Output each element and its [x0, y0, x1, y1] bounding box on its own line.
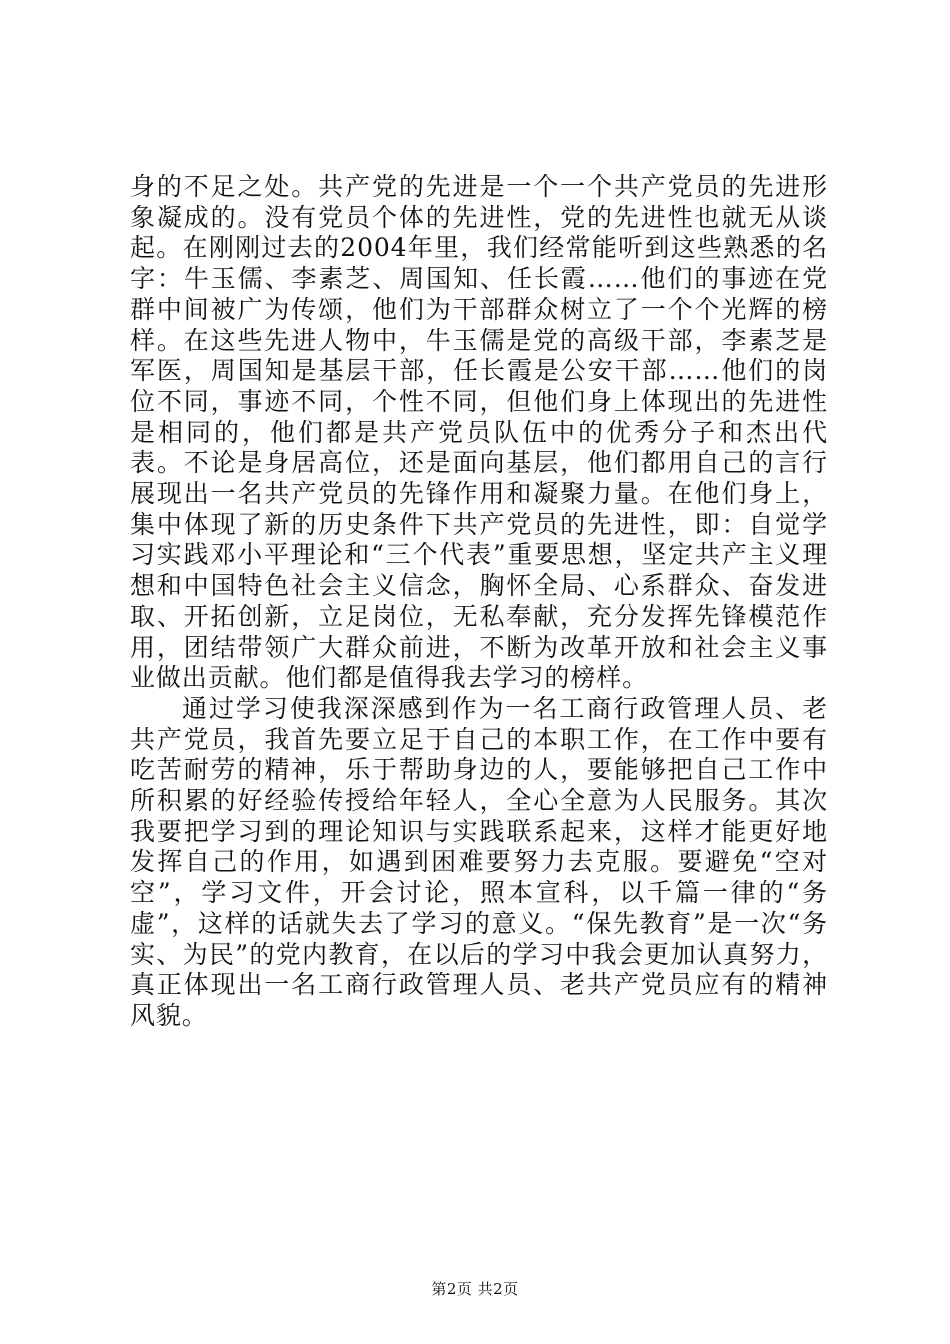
page-number-footer: 第2页 共2页 [431, 1280, 519, 1298]
paragraph-study-reflection: 通过学习使我深深感到作为一名工商行政管理人员、老共产党员，我首先要立足于自己的本职工作，在工作中要有吃苦耐劳的精神，乐于帮助身边的人，要能够把自己工作中所积累的好经验传授给年轻人，全心全意为人民服务。其次我要把学习到的理论知识与实践联系起来，这样才能更好地发挥自己的作用，如遇到困难要努力去克服。要避免“空对空”，学习文件，开会讨论，照本宣科，以千篇一律的“务虚”，这样的话就失去了学习的意义。“保先教育”是一次“务实、为民”的党内教育，在以后的学习中我会更加认真努力，真正体现出一名工商行政管理人员、老共产党员应有的精神风貌。 [130, 693, 828, 1030]
document-body [130, 172, 828, 1032]
paragraph-continuation: 身的不足之处。共产党的先进是一个一个共产党员的先进形象凝成的。没有党员个体的先进性，党的先进性也就无从谈起。在刚刚过去的2004年里，我们经常能听到这些熟悉的名字：牛玉儒、李素芝、周国知、任长霞……他们的事迹在党群中间被广为传颂，他们为干部群众树立了一个个光辉的榜样。在这些先进人物中，牛玉儒是党的高级干部，李素芝是军医，周国知是基层干部，任长霞是公安干部……他们的岗位不同，事迹不同，个性不同，但他们身上体现出的先进性是相同的，他们都是共产党员队伍中的优秀分子和杰出代表。不论是身居高位，还是面向基层，他们都用自己的言行展现出一名共产党员的先锋作用和凝聚力量。在他们身上，集中体现了新的历史条件下共产党员的先进性，即：自觉学习实践邓小平理论和“三个代表”重要思想，坚定共产主义理想和中国特色社会主义信念，胸怀全局、心系群众、奋发进取、开拓创新，立足岗位，无私奉献，充分发挥先锋模范作用，团结带领广大群众前进，不断为改革开放和社会主义事业做出贡献。他们都是值得我去学习的榜样。 [130, 172, 828, 693]
